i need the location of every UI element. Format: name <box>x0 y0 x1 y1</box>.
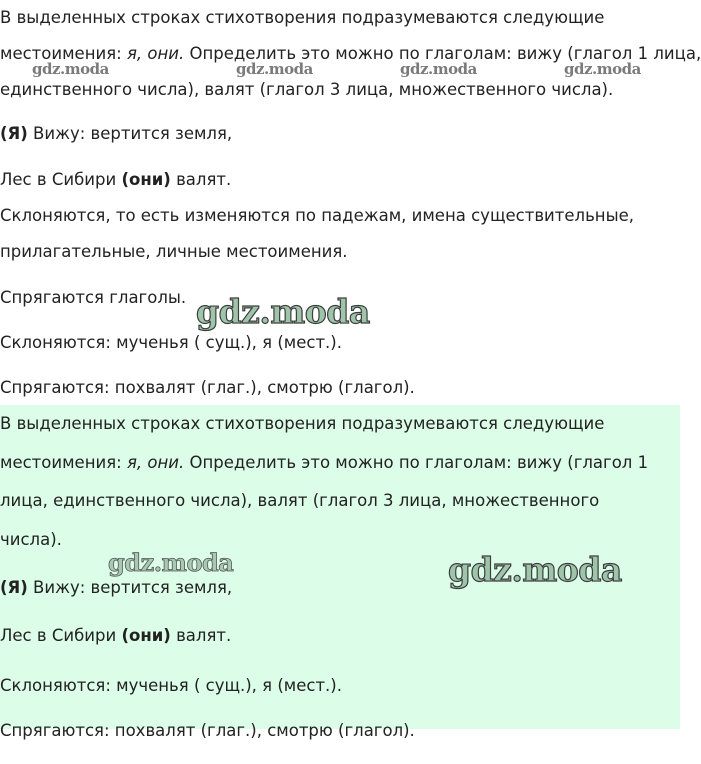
paragraph-line: В выделенных строках стихотворения подразумеваются следующие <box>0 414 605 433</box>
paragraph-line: Склоняются: мученья ( сущ.), я (мест.). <box>0 333 342 352</box>
text-fragment: местоимения: <box>0 44 127 63</box>
text-fragment: Определить это можно по глаголам: вижу (глагол 1 <box>184 453 649 472</box>
quote-line-2 <box>0 170 231 190</box>
watermark: gdz.moda <box>400 60 477 78</box>
watermark: gdz.moda <box>236 60 313 78</box>
italic-pronouns: я, они. <box>126 44 185 63</box>
text-fragment: Определить это можно по глаголам: вижу (глагол 1 лица, <box>184 44 701 63</box>
watermark: gdz.moda <box>32 60 109 78</box>
paragraph-line: Спрягаются: похвалят (глаг.), смотрю (глагол). <box>0 378 415 397</box>
paragraph-line <box>0 453 648 473</box>
text-fragment: Лес в Сибири <box>0 170 122 189</box>
bold-pronoun: (Я) <box>0 578 28 597</box>
paragraph-line: Спрягаются глаголы. <box>0 288 187 307</box>
text-fragment: валят. <box>170 170 232 189</box>
paragraph-line: Склоняются: мученья ( сущ.), я (мест.). <box>0 676 342 695</box>
watermark: gdz.moda <box>108 548 234 577</box>
text-fragment: Лес в Сибири <box>0 626 122 645</box>
watermark: gdz.moda <box>564 60 641 78</box>
text-fragment: Вижу: вертится земля, <box>27 124 233 143</box>
paragraph-line: лица, единственного числа), валят (глагол 3 лица, множественного <box>0 491 600 510</box>
text-fragment: валят. <box>170 626 232 645</box>
watermark: gdz.moda <box>196 292 370 331</box>
paragraph-line: числа). <box>0 530 62 549</box>
italic-pronouns: я, они. <box>126 453 185 472</box>
quote-line-1 <box>0 578 232 598</box>
answer-block-2 <box>0 405 680 740</box>
bold-pronoun: (они) <box>121 626 171 645</box>
quote-line-1 <box>0 124 232 144</box>
watermark: gdz.moda <box>448 550 622 589</box>
paragraph-line <box>0 44 701 64</box>
quote-line-2 <box>0 626 231 646</box>
text-fragment: Вижу: вертится земля, <box>27 578 233 597</box>
paragraph-line: В выделенных строках стихотворения подразумеваются следующие <box>0 8 605 27</box>
paragraph-line: Склоняются, то есть изменяются по падежам, имена существительные, <box>0 206 635 225</box>
paragraph-line: единственного числа), валят (глагол 3 лица, множественного числа). <box>0 80 614 99</box>
paragraph-line-cut: Спрягаются: похвалят (глаг.), смотрю (глагол). <box>0 721 415 740</box>
bold-pronoun: (Я) <box>0 124 28 143</box>
bold-pronoun: (они) <box>121 170 171 189</box>
text-fragment: местоимения: <box>0 453 127 472</box>
paragraph-line: прилагательные, личные местоимения. <box>0 242 348 261</box>
